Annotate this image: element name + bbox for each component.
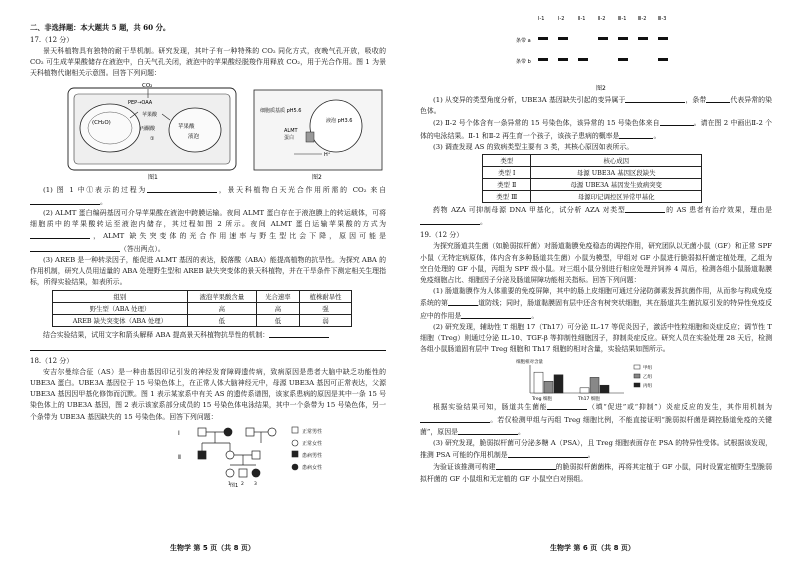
page-right	[400, 0, 800, 566]
chart-ylabel: 细胞相对含量	[516, 360, 543, 366]
co2-label: CO₂	[142, 82, 153, 89]
bar-th17-series-1	[590, 378, 599, 394]
h-ion-label: H⁺	[324, 151, 331, 158]
band	[598, 37, 608, 40]
male-normal	[252, 451, 260, 459]
q17-part4: 结合实验结果，试用文字和箭头解释 ABA 提高景天科植物抗旱性的机制：	[30, 329, 386, 341]
band	[558, 37, 568, 40]
section-title: 二、非选择题：本大题共 5 题，共 60 分。	[30, 23, 171, 32]
q19-part3: 根据实验结果可知，肠道共生菌能 （填“促进”或“抑制”）炎症反应的发生，其作用机制为。若仅检测甲组与丙组 Treg 细胞比例，不能直接证明“脆弱拟杆菌是调控肠道免疫的关键菌”，原因是 。	[420, 403, 773, 436]
pep-oaa-label: PEP→OAA	[128, 99, 153, 106]
answer-blank[interactable]	[420, 216, 480, 225]
answer-blank[interactable]	[30, 196, 100, 205]
q19-part2: (2) 研究发现，辅助性 T 细胞 17（Th17）可分泌 IL-17 等促炎因子，激活中性粒细胞和炎症反应；调节性 T 细胞（Treg）则通过分泌 IL-10、TGF-β 等抑制性细胞因子，抑制炎症反应。研究人员在实验处理 28 天后，检测各组小鼠肠道固有层中 Treg 细胞和 Th17 细胞的相对含量，实验结果如图所示。	[420, 322, 772, 354]
q17-part1: (1) 图 1 中①表示的过程为 ，景天科植物白天光合作用所需的 CO₂ 来自。	[30, 184, 386, 208]
q18-part1: (1) 从变异的类型角度分析，UBE3A 基因缺失引起的变异属于 ，条带 代表异常的染色体。	[420, 96, 773, 116]
table-row: 类型 Ⅲ 母源印记调控区异常甲基化	[483, 191, 702, 203]
table-row: 类型 Ⅱ 母源 UBE3A 基因发生致病突变	[483, 179, 702, 191]
table-row: 类型 Ⅰ 母源 UBE3A 基因区段缺失	[483, 167, 702, 179]
band	[658, 37, 668, 40]
answer-blank[interactable]	[458, 426, 518, 435]
svg-text:1: 1	[228, 481, 231, 487]
ch2o-label: (CH₂O)	[92, 119, 111, 126]
answer-blank[interactable]	[660, 117, 694, 126]
vacuole-label: 液泡	[188, 133, 200, 140]
table-header: 植株耐旱性	[300, 291, 352, 303]
bar-th17-series-2	[600, 386, 609, 394]
female-normal	[226, 451, 234, 459]
table-header: 光合速率	[256, 291, 299, 303]
legend-label: 乙组	[643, 375, 652, 381]
answer-blank[interactable]	[269, 329, 329, 338]
pedigree-caption: 图1	[230, 482, 239, 487]
answer-blank[interactable]	[625, 94, 685, 103]
svg-text:Ⅰ-1: Ⅰ-1	[538, 16, 545, 22]
legend-swatch-2	[634, 383, 640, 387]
q18-table	[482, 154, 702, 203]
q17-part3: (3) AREB 是一种转录因子，能促进 ALMT 基因的表达，脱落酸（ABA）能提高植物的抗旱性。为探究 ABA 的作用机制，研究人员用适量的 ABA 处理野生型和 AREB 缺失突变体的景天科植物，并在干旱条件下测定相关生理指标，所得实验结果，如表所示。	[30, 255, 386, 287]
male-affected	[198, 451, 206, 459]
band	[618, 58, 628, 61]
band	[638, 37, 648, 40]
vacuole-shape	[169, 108, 221, 152]
x-tick-label: Th17 细胞	[578, 397, 600, 402]
fig2-caption: 图2	[312, 173, 322, 181]
svg-text:3: 3	[254, 481, 257, 487]
svg-text:Ⅱ-1: Ⅱ-1	[578, 16, 586, 22]
svg-text:Ⅰ-2: Ⅰ-2	[558, 16, 565, 22]
svg-text:Ⅱ-2: Ⅱ-2	[598, 16, 606, 22]
svg-text:2: 2	[241, 481, 244, 487]
svg-text:Ⅲ-2: Ⅲ-2	[638, 16, 647, 22]
q19-part5: 为验证该推测可构建 的脆弱拟杆菌菌株，再将其定植于 GF 小鼠，同时设置定植野生型脆弱拟杆菌的 GF 小鼠组和无定植的 GF 小鼠空白对照组。	[420, 463, 772, 483]
q19-part1: (1) 肠道黏膜作为人体重要的免疫屏障，其中的肠上皮细胞可通过分泌防御素发挥抗菌作用，从而参与构成免疫系统的第 道防线；同时，肠道黏膜固有层中还含有树突状细胞，其在肠道共生菌抗原引发的特异性免疫反应中的作用是 。	[420, 287, 772, 320]
svg-text:①: ①	[150, 135, 155, 142]
answer-blank[interactable]	[30, 243, 120, 252]
answer-blank[interactable]	[496, 461, 556, 470]
answer-blank[interactable]	[461, 310, 531, 319]
q17-figures	[30, 82, 386, 182]
almt-protein	[306, 132, 314, 142]
answer-blank[interactable]	[706, 94, 730, 103]
footer-right: 生物学 第 6 页（共 8 页）	[550, 544, 635, 552]
svg-text:Ⅲ-3: Ⅲ-3	[658, 16, 667, 22]
table-header: 组别	[53, 291, 188, 303]
q17-number: 17.（12 分）	[30, 36, 74, 44]
legend-normal-male: 正常男性	[302, 428, 323, 435]
legend-affected-male: 患病男性	[302, 452, 323, 459]
q18-intro: 安吉尔曼综合征（AS）是一种由基因印记引发的神经发育障碍遗传病，致病原因是患者大脑中缺乏功能性的 UBE3A 蛋白。UBE3A 基因位于 15 号染色体上，在正常人体大脑神经元中，母源 UBE3A 基因可正常表达，父源 UBE3A 基因因甲基化修饰而沉默。图 1 表示某家系中有关 AS 的遗传系谱图，该家系患病的原因是其中一条 15 号染色体上的 UBE3A 基因，图 2 表示该家系部分成员的 15 号染色体电泳结果，其中一个条带为 15 号染色体，另一个条带为 UBE3A 基因缺失的 15 号染色体。回答下列问题：	[30, 367, 386, 421]
band	[538, 58, 548, 61]
band	[618, 37, 628, 40]
bar-th17-series-0	[580, 388, 589, 393]
female-affected	[224, 428, 232, 436]
table-header: 核心成因	[531, 155, 702, 167]
legend-normal-female: 正常女性	[302, 440, 323, 447]
fig1-diagram	[30, 82, 386, 182]
table-row: AREB 缺失突变体（ABA 处理） 低 低 弱	[53, 315, 352, 327]
answer-blank[interactable]	[625, 204, 665, 213]
answer-blank[interactable]	[147, 184, 217, 193]
gen-label-1: Ⅰ	[178, 429, 180, 437]
legend-swatch-0	[634, 365, 640, 369]
q19-intro: 为探究肠道共生菌（如脆弱拟杆菌）对肠道黏膜免疫稳态的调控作用，研究团队以无菌小鼠（GF）和正常 SPF 小鼠（无特定病原体，体内含有多种肠道共生菌）小鼠为模型，甲组对 GF 小鼠进行脆弱拟杆菌定植处理，乙组为空白处理的 GF 小鼠，丙组为 SPF 级小鼠。对三组小鼠分别进行相应处理并饲养 4 周后，检测各组小鼠肠道黏膜免疫细胞占比、细胞因子分泌及肠道屏障功能相关指标。回答下列问题：	[420, 242, 772, 285]
answer-blank[interactable]	[619, 130, 653, 139]
q17-table	[52, 290, 352, 327]
bar-treg-series-2	[554, 375, 563, 393]
female-normal	[268, 428, 276, 436]
band	[578, 58, 588, 61]
fig1-caption: 图1	[148, 173, 158, 181]
band	[558, 58, 568, 61]
legend-label: 丙组	[643, 384, 652, 390]
vacuole-circle	[310, 100, 362, 152]
almt-label: ALMT	[284, 127, 298, 134]
malic-label: 苹果酸	[142, 111, 158, 118]
q17-intro: 景天科植物具有独特的耐干旱机制。研究发现，其叶子有一种特殊的 CO₂ 同化方式，夜晚气孔开放，吸收的 CO₂ 可生成苹果酸储存在液泡中，白天气孔关闭，液泡中的苹果酸经脱羧作用释放 CO₂，用于光合作用。图 1 为景天科植物代谢相关示意图。回答下列问题：	[30, 47, 386, 78]
pedigree-diagram	[30, 423, 386, 487]
q19-part4: (3) 研究发现，脆弱拟杆菌可分泌多糖 A（PSA），且 Treg 细胞表面存在 PSA 的特异性受体。试根据该发现，推测 PSA 可能的作用机制是 。	[420, 439, 772, 460]
male-normal	[246, 428, 254, 436]
q18-part3: (3) 调查发现 AS 的致病类型主要有 3 类，其核心原因如表所示。	[433, 142, 634, 151]
legend-affected-female: 患病女性	[302, 464, 323, 471]
almt-sub-label: 蛋白	[284, 134, 295, 141]
bar-treg-series-1	[544, 382, 553, 394]
bar-treg-series-0	[534, 373, 543, 394]
q17-part2: (2) ALMT 蛋白编码基因可介导苹果酸在液泡中跨膜运输。夜间 ALMT 蛋白存在于液泡膜上的转运载体，可将细胞质中的苹果酸转运至液泡内储存，其过程如图 2 所示。夜间 ALMT 蛋白运输苹果酸的方式为，ALMT 缺失突变体的光合作用速率与野生型比会下降，原因可能是（答出两点）。	[30, 209, 386, 253]
bars-group	[534, 373, 609, 394]
gel-caption: 图2	[596, 85, 606, 92]
gel-diagram	[420, 8, 772, 94]
table-header: 液泡苹果酸含量	[187, 291, 256, 303]
answer-blank[interactable]	[30, 230, 90, 239]
q19-number: 19.（12 分）	[420, 231, 464, 240]
cytosol-label: 细胞质基质 pH5.6	[260, 107, 302, 114]
footer-left: 生物学 第 5 页（共 8 页）	[170, 544, 255, 552]
male-normal	[198, 428, 206, 436]
chloroplast	[80, 104, 140, 152]
legend-swatch-1	[634, 374, 640, 378]
bar-chart	[420, 355, 772, 401]
answer-blank[interactable]	[508, 449, 588, 458]
band-b-label: 条带 b	[516, 59, 531, 65]
answer-blank[interactable]	[420, 414, 490, 423]
svg-text:Ⅲ-1: Ⅲ-1	[618, 16, 627, 22]
answer-line[interactable]	[30, 342, 386, 351]
q18-part2: (2) Ⅱ-2 号个体含有一条异常的 15 号染色体，该异常的 15 号染色体来自 。请在图 2 中画出Ⅱ-2 个体的电泳结果。Ⅱ-1 和Ⅱ-2 再生育一个孩子，该孩子患病的概率是 。	[420, 119, 772, 140]
band	[538, 37, 548, 40]
answer-blank[interactable]	[547, 401, 587, 410]
vacuole-ph-label: 液泡 pH3.6	[326, 117, 353, 124]
q18-part4: 药物 AZA 可抑制母源 DNA 甲基化，试分析 AZA 对类型 的 AS 患者有治疗效果，理由是。	[420, 204, 772, 228]
gel-lane-labels	[538, 16, 666, 22]
q19-chart	[420, 355, 772, 401]
x-tick-label: Treg 细胞	[532, 397, 552, 402]
gel-bands	[538, 37, 668, 61]
pedigree-figure	[30, 423, 386, 487]
pyruvate-label: 丙酮酸	[140, 125, 156, 132]
gen-label-2: Ⅱ	[178, 453, 181, 461]
gel-figure	[420, 8, 772, 94]
vacuole-malic-label: 苹果酸	[178, 123, 195, 130]
legend-label: 甲组	[643, 366, 652, 372]
band-a-label: 条带 a	[516, 38, 531, 44]
chart-legend	[634, 364, 652, 389]
answer-blank[interactable]	[448, 297, 478, 306]
table-header: 类型	[483, 155, 531, 167]
band	[658, 58, 668, 61]
q18-number: 18.（12 分）	[30, 356, 74, 365]
table-row: 野生型（ABA 处理） 高 高 强	[53, 303, 352, 315]
